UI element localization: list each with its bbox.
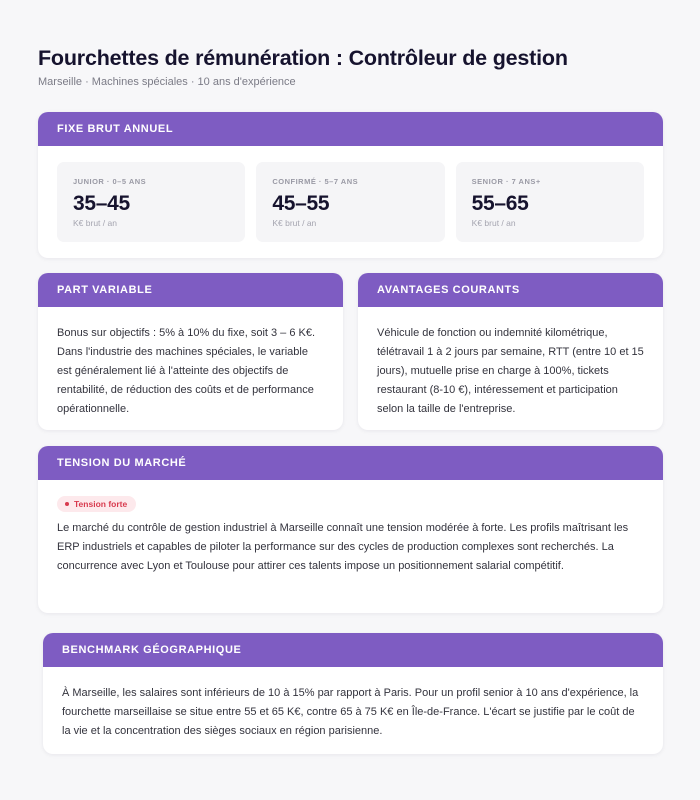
page-subtitle: Marseille · Machines spéciales · 10 ans d'expérience	[38, 76, 296, 88]
salary-tile-senior	[456, 162, 644, 242]
tile-label: CONFIRMÉ · 5–7 ANS	[272, 177, 359, 186]
salary-tile-confirme	[256, 162, 444, 242]
tile-unit: K€ brut / an	[73, 218, 117, 228]
avantages-header: AVANTAGES COURANTS	[358, 273, 663, 307]
tile-label: JUNIOR · 0–5 ANS	[73, 177, 147, 186]
tension-card	[38, 446, 663, 613]
tile-range: 55–65	[471, 192, 529, 215]
tension-text: Le marché du contrôle de gestion industriel à Marseille connaît une tension modérée à forte. Les profils maîtrisant les ERP industriels et capables de piloter la performance sur des cycles de production complexes sont recherchés. La concurrence avec Lyon et Toulouse pour attirer ces talents impose un positionnement salarial compétitif.	[57, 522, 629, 572]
tile-range: 35–45	[73, 192, 130, 215]
tile-range: 45–55	[272, 192, 330, 215]
salary-tile-junior	[57, 162, 245, 242]
part-variable-text: Bonus sur objectifs : 5% à 10% du fixe, soit 3 – 6 K€. Dans l'industrie des machines spéciales, le variable est généralement lié à l'atteinte des objectifs de rentabilité, de réduction des coûts et de performance opérationnelle.	[57, 327, 316, 415]
benchmark-text: À Marseille, les salaires sont inférieurs de 10 à 15% par rapport à Paris. Pour un profil senior à 10 ans d'expérience, la fourchette marseillaise se situe entre 55 et 65 K€, contre 65 à 75 K€ en Île-de-France. L'écart se justifie par le coût de la vie et la concentration des sièges sociaux en région parisienne.	[62, 687, 639, 737]
tile-label: SENIOR · 7 ANS+	[471, 177, 541, 186]
salary-tiles	[38, 146, 663, 242]
page-title: Fourchettes de rémunération : Contrôleur de gestion	[38, 46, 568, 70]
avantages-card	[358, 273, 663, 430]
part-variable-header: PART VARIABLE	[38, 273, 343, 307]
dot-icon	[65, 502, 69, 506]
fixe-brut-card	[38, 112, 663, 258]
tension-header: TENSION DU MARCHÉ	[38, 446, 663, 480]
part-variable-card	[38, 273, 343, 430]
tile-unit: K€ brut / an	[272, 218, 317, 228]
tension-badge-label: Tension forte	[74, 499, 128, 509]
fixe-brut-header: FIXE BRUT ANNUEL	[38, 112, 663, 146]
avantages-text: Véhicule de fonction ou indemnité kilométrique, télétravail 1 à 2 jours par semaine, RTT (entre 10 et 15 jours), mutuelle prise en charge à 100%, tickets restaurant (8-10 €), intéressement et participation selon la taille de l'entreprise.	[377, 327, 644, 415]
benchmark-card	[43, 633, 663, 754]
tension-badge	[57, 496, 136, 512]
tile-unit: K€ brut / an	[471, 218, 516, 228]
benchmark-header: BENCHMARK GÉOGRAPHIQUE	[43, 633, 663, 667]
